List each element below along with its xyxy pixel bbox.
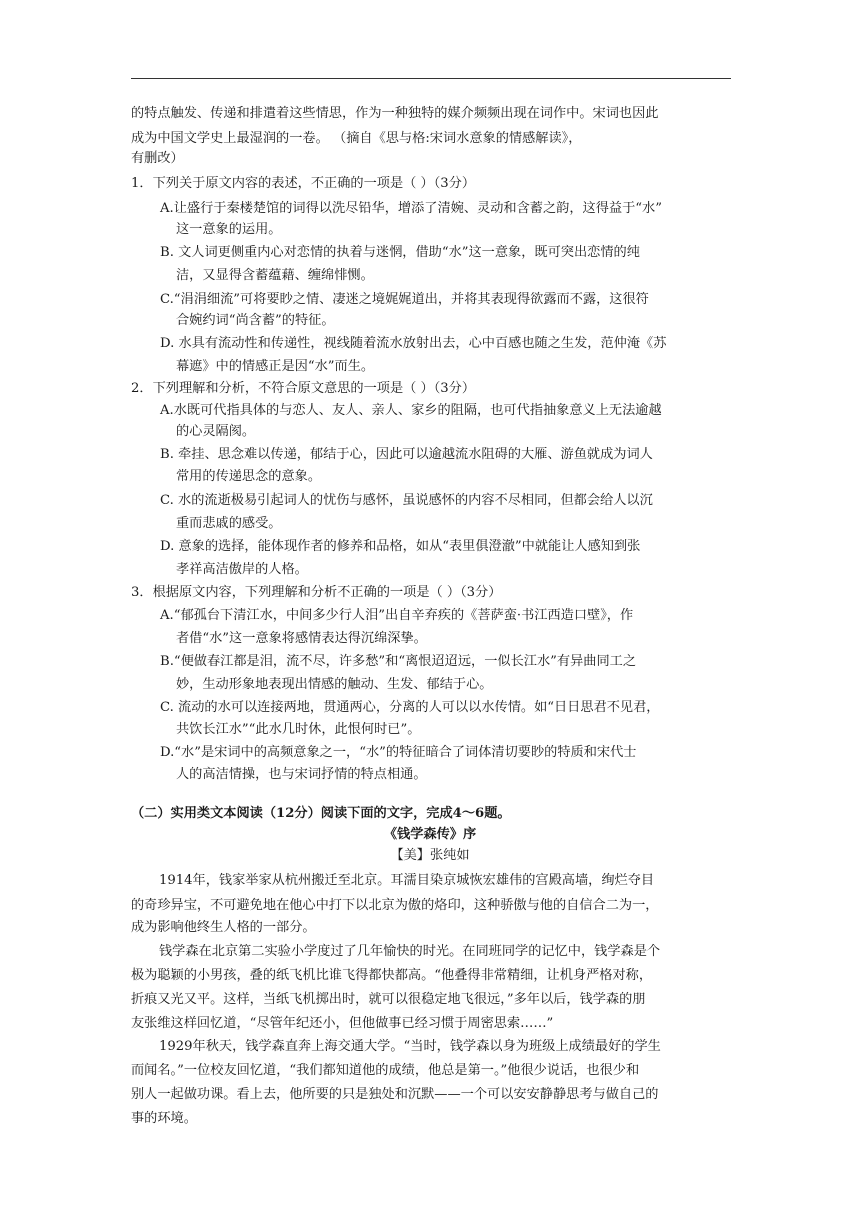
option-text: D.“水”是宋词中的高频意象之一，“水”的特征暗合了词体清切要眇的特质和宋代士 bbox=[160, 745, 637, 760]
paragraph-line: 1929年秋天，钱学森直奔上海交通大学。“当时，钱学森以身为班级上成绩最好的学生 bbox=[159, 1039, 661, 1054]
paragraph-line: 事的环境。 bbox=[131, 1111, 197, 1126]
paragraph-line: 1914年，钱家举家从杭州搬迁至北京。耳濡目染京城恢宏雄伟的宫殿高墙，绚烂夺目 bbox=[159, 873, 655, 888]
paragraph-line: 友张维这样回忆道，“尽管年纪还小，但他做事已经习惯于周密思索……” bbox=[131, 1016, 554, 1031]
option-text: 共饮长江水”“此水几时休，此恨何时已”。 bbox=[176, 722, 421, 737]
paragraph-line: 钱学森在北京第二实验小学度过了几年愉快的时光。在同班同学的记忆中，钱学森是个 bbox=[159, 944, 661, 959]
paragraph-line: 的奇珍异宝，不可避免地在他心中打下以北京为傲的烙印，这种骄傲与他的自信合二为一， bbox=[131, 898, 659, 913]
article-author: 【美】张纯如 bbox=[390, 848, 470, 863]
option-text: B. 牵挂、思念难以传递，郁结于心，因此可以逾越流水阻碍的大雁、游鱼就成为词人 bbox=[160, 447, 653, 462]
paragraph-line: 而闻名。”一位校友回忆道，“我们都知道他的成绩，他总是第一。”他很少说话，也很少和 bbox=[131, 1063, 640, 1078]
section-heading: （二）实用类文本阅读（12分）阅读下面的文字，完成4～6题。 bbox=[131, 806, 511, 821]
question-stem-2: 2．下列理解和分析，不符合原文意思的一项是（ ）（3分） bbox=[131, 381, 476, 396]
header-rule bbox=[131, 78, 731, 79]
option-text: 孝祥高洁傲岸的人格。 bbox=[176, 562, 308, 577]
option-text: B. 文人词更侧重内心对恋情的执着与迷惘，借助“水”这一意象，既可突出恋情的纯 bbox=[160, 245, 640, 260]
paragraph-line: 成为影响他终生人格的一部分。 bbox=[131, 920, 316, 935]
question-stem-1: 1．下列关于原文内容的表述，不正确的一项是（ ）（3分） bbox=[131, 176, 476, 191]
option-text: 重而悲戚的感受。 bbox=[176, 516, 282, 531]
option-text: 这一意象的运用。 bbox=[176, 222, 282, 237]
option-text: C. 水的流逝极易引起词人的忧伤与感怀，虽说感怀的内容不尽相同，但都会给人以沉 bbox=[160, 493, 653, 508]
option-text: C.“涓涓细流”可将要眇之情、凄迷之境娓娓道出，并将其表现得欲露而不露，这很符 bbox=[160, 292, 649, 307]
option-text: D. 意象的选择，能体现作者的修养和品格，如从“表里俱澄澈”中就能让人感知到张 bbox=[160, 539, 641, 554]
option-text: A.让盛行于秦楼楚馆的词得以洗尽铅华，增添了清婉、灵动和含蓄之韵，这得益于“水” bbox=[160, 201, 662, 216]
option-text: A.“郁孤台下清江水，中间多少行人泪”出自辛弃疾的《菩萨蛮·书江西造口壁》，作 bbox=[160, 608, 634, 623]
option-text: C. 流动的水可以连接两地，贯通两心，分离的人可以以水传情。如“日日思君不见君， bbox=[160, 700, 660, 715]
paragraph-line: 别人一起做功课。看上去，他所要的只是独处和沉默——一个可以安安静静思考与做自己的 bbox=[131, 1087, 659, 1102]
question-stem-3: 3．根据原文内容，下列理解和分析不正确的一项是（ ）（3分） bbox=[131, 585, 502, 600]
option-text: 幕遮》中的情感正是因“水”而生。 bbox=[176, 359, 375, 374]
option-text: 常用的传递思念的意象。 bbox=[176, 469, 322, 484]
option-text: 者借“水”这一意象将感情表达得沉绵深挚。 bbox=[176, 631, 427, 646]
option-text: D. 水具有流动性和传递性，视线随着流水放射出去，心中百感也随之生发，范仲淹《苏 bbox=[160, 336, 667, 351]
intro-line: 的特点触发、传递和排遣着这些情思，作为一种独特的媒介频频出现在词作中。宋词也因此 bbox=[131, 106, 659, 121]
intro-line: 有删改） bbox=[131, 151, 184, 166]
option-text: 妙，生动形象地表现出情感的触动、生发、郁结于心。 bbox=[176, 677, 493, 692]
option-text: B.“便做春江都是泪，流不尽，许多愁”和“离恨迢迢远，一似长江水”有异曲同工之 bbox=[160, 654, 637, 669]
option-text: A.水既可代指具体的与恋人、友人、亲人、家乡的阻隔，也可代指抽象意义上无法逾越 bbox=[160, 403, 662, 418]
option-text: 洁，又显得含蓄蕴藉、缠绵悱恻。 bbox=[176, 268, 374, 283]
option-text: 的心灵隔阂。 bbox=[176, 424, 256, 439]
option-text: 合婉约词“尚含蓄”的特征。 bbox=[176, 313, 335, 328]
paragraph-line: 折痕又光又平。这样，当纸飞机掷出时，就可以很稳定地飞很远，”多年以后，钱学森的朋 bbox=[131, 992, 646, 1007]
option-text: 人的高洁情操，也与宋词抒情的特点相通。 bbox=[176, 767, 427, 782]
paragraph-line: 极为聪颖的小男孩，叠的纸飞机比谁飞得都快都高。“他叠得非常精细，让机身严格对称， bbox=[131, 968, 653, 983]
article-title: 《钱学森传》序 bbox=[383, 827, 477, 842]
intro-line: 成为中国文学史上最湿润的一卷。 （摘自《思与格:宋词水意象的情感解读》， bbox=[131, 131, 582, 146]
